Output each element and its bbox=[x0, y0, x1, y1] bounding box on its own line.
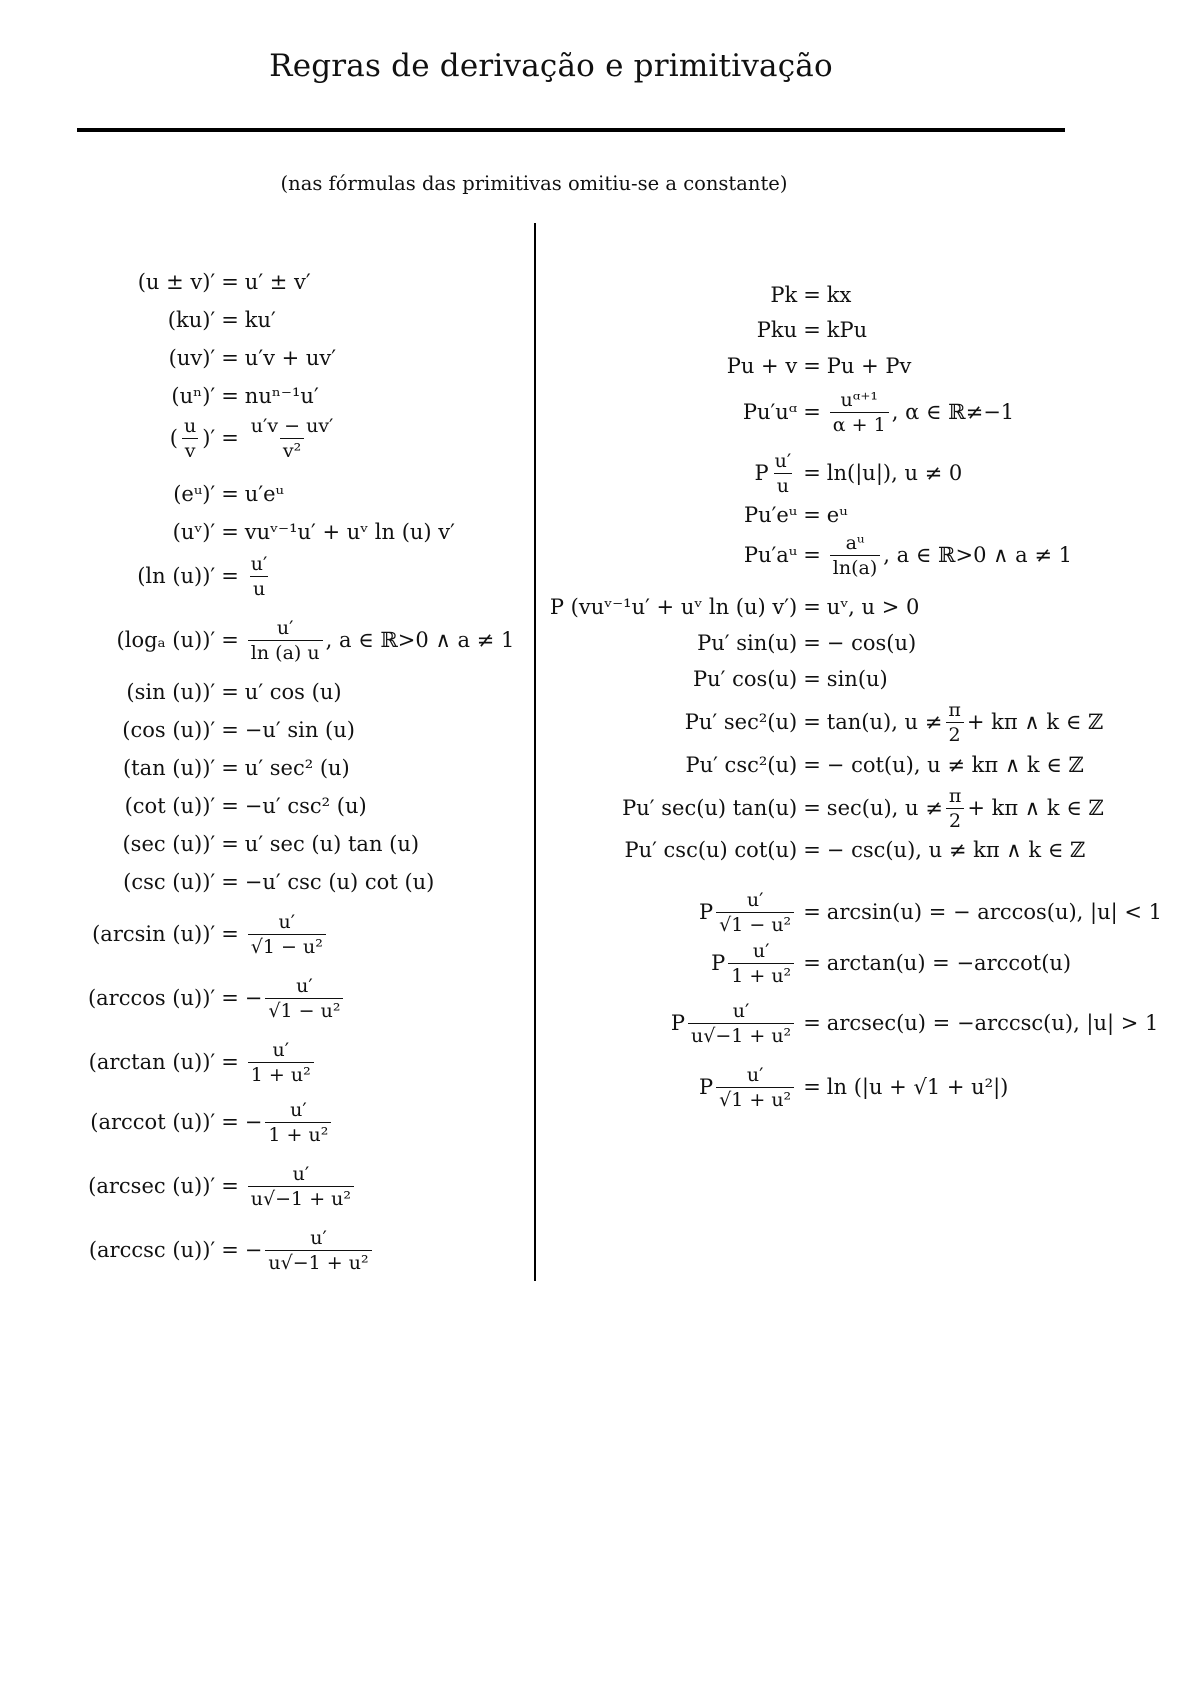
equals-sign: = bbox=[221, 270, 239, 294]
rhs-text: eᵘ bbox=[826, 503, 848, 527]
fraction-denominator: u bbox=[250, 576, 268, 600]
rhs-text: Pu + Pv bbox=[826, 354, 912, 378]
rhs-text: ln (|u + √1 + u²|) bbox=[826, 1075, 1009, 1099]
rhs-side bbox=[827, 753, 1084, 777]
rhs-side bbox=[245, 617, 515, 664]
equals-sign: = bbox=[803, 503, 821, 527]
rhs-text: kx bbox=[826, 283, 852, 307]
equals-sign: = bbox=[803, 318, 821, 342]
rhs-side bbox=[827, 354, 912, 378]
equals-sign: = bbox=[221, 482, 239, 506]
rhs-side bbox=[827, 838, 1086, 862]
fraction-denominator: √1 − u² bbox=[265, 998, 343, 1022]
lhs-text: (tan (u))′ bbox=[122, 756, 216, 780]
lhs-prefix: P bbox=[711, 951, 726, 975]
lhs-side bbox=[117, 628, 216, 652]
derivative-formula bbox=[117, 610, 515, 670]
equals-sign: = bbox=[803, 753, 821, 777]
rhs-suffix: , a ∈ ℝ>0 ∧ a ≠ 1 bbox=[325, 628, 515, 652]
rhs-text: u′v + uv′ bbox=[244, 346, 337, 370]
lhs-fraction bbox=[688, 1000, 794, 1047]
fraction-numerator: u′ bbox=[272, 1038, 290, 1061]
equals-sign: = bbox=[803, 838, 821, 862]
equals-sign: = bbox=[221, 1110, 239, 1134]
fraction-denominator: u√−1 + u² bbox=[265, 1250, 371, 1274]
rhs-side bbox=[245, 1039, 317, 1086]
lhs-text: (ku)′ bbox=[167, 308, 216, 332]
equals-sign: = bbox=[803, 461, 821, 485]
equals-sign: = bbox=[803, 631, 821, 655]
lhs-side bbox=[699, 889, 797, 936]
lhs-text: (cos (u))′ bbox=[122, 718, 216, 742]
lhs-side bbox=[624, 838, 797, 862]
rhs-text: −u′ sin (u) bbox=[244, 718, 355, 742]
lhs-side bbox=[685, 753, 797, 777]
equals-sign: = bbox=[221, 718, 239, 742]
lhs-side bbox=[685, 710, 797, 734]
rhs-text: u′eᵘ bbox=[244, 482, 284, 506]
equals-sign: = bbox=[221, 794, 239, 818]
rhs-suffix: , a ∈ ℝ>0 ∧ a ≠ 1 bbox=[883, 543, 1072, 567]
rhs-fraction bbox=[830, 389, 889, 436]
lhs-fraction bbox=[716, 1064, 794, 1111]
lhs-text: (cot (u))′ bbox=[124, 794, 216, 818]
lhs-text: (uᵛ)′ bbox=[172, 520, 216, 544]
rhs-fraction bbox=[248, 553, 271, 600]
rhs-side bbox=[827, 532, 1072, 579]
equals-sign: = bbox=[221, 870, 239, 894]
rhs-prefix: − bbox=[244, 986, 263, 1010]
equals-sign: = bbox=[803, 796, 821, 820]
fraction-denominator: 1 + u² bbox=[265, 1122, 331, 1146]
fraction-denominator: u bbox=[774, 473, 792, 497]
rhs-text: vuᵛ⁻¹u′ + uᵛ ln (u) v′ bbox=[244, 520, 455, 544]
lhs-text: P (vuᵛ⁻¹u′ + uᵛ ln (u) v′) bbox=[549, 595, 798, 619]
rhs-text: arcsin(u) = − arccos(u), |u| < 1 bbox=[826, 900, 1163, 924]
equals-sign: = bbox=[221, 564, 239, 588]
fraction-numerator: u′ bbox=[250, 552, 268, 575]
lhs-text: Pu′eᵘ bbox=[743, 503, 798, 527]
lhs-text: (arctan (u))′ bbox=[88, 1050, 216, 1074]
lhs-prefix: P bbox=[698, 900, 714, 924]
lhs-side bbox=[89, 1050, 216, 1074]
equals-sign: = bbox=[803, 667, 821, 691]
rhs-text: uᵛ, u > 0 bbox=[826, 595, 920, 619]
fraction-numerator: u′ bbox=[290, 1098, 307, 1121]
rhs-side bbox=[245, 415, 340, 462]
fraction-numerator: u′v − uv′ bbox=[250, 414, 334, 437]
lhs-side bbox=[170, 415, 215, 462]
rhs-side bbox=[827, 900, 1162, 924]
fraction-numerator: u′ bbox=[746, 888, 764, 911]
lhs-text: (arccos (u))′ bbox=[87, 986, 216, 1010]
rhs-side bbox=[827, 951, 1071, 975]
equals-sign: = bbox=[221, 680, 239, 704]
lhs-text: (ln (u))′ bbox=[137, 564, 216, 588]
fraction-denominator: ln (a) u bbox=[248, 640, 323, 664]
rhs-suffix: , α ∈ ℝ≠−1 bbox=[891, 400, 1015, 424]
rhs-prefix: sec(u), u ≠ bbox=[826, 796, 943, 820]
rhs-fraction bbox=[265, 1227, 371, 1274]
lhs-fraction bbox=[728, 940, 794, 987]
lhs-text: (uⁿ)′ bbox=[171, 384, 216, 408]
rhs-side bbox=[245, 1163, 357, 1210]
fraction-denominator: √1 − u² bbox=[716, 912, 794, 936]
rhs-side bbox=[245, 1227, 375, 1274]
fraction-numerator: u bbox=[183, 414, 197, 437]
equals-sign: = bbox=[221, 520, 239, 544]
rhs-side bbox=[245, 553, 274, 600]
column-divider bbox=[534, 223, 536, 1281]
primitive-formula bbox=[743, 382, 1014, 442]
fraction-numerator: u′ bbox=[276, 616, 294, 639]
fraction-denominator: 1 + u² bbox=[728, 963, 794, 987]
equals-sign: = bbox=[221, 384, 239, 408]
equals-sign: = bbox=[803, 283, 821, 307]
equals-sign: = bbox=[221, 628, 239, 652]
rhs-suffix: + kπ ∧ k ∈ ℤ bbox=[967, 796, 1104, 820]
fraction-denominator: 1 + u² bbox=[248, 1062, 314, 1086]
fraction-numerator: u′ bbox=[752, 939, 770, 962]
derivative-formula bbox=[90, 1092, 334, 1152]
lhs-text: Pu′uᵅ bbox=[742, 400, 798, 424]
equals-sign: = bbox=[803, 1011, 821, 1035]
lhs-side bbox=[727, 354, 797, 378]
lhs-text: Pu′ csc(u) cot(u) bbox=[624, 838, 798, 862]
lhs-side bbox=[137, 564, 215, 588]
derivative-formula bbox=[170, 408, 340, 468]
primitive-formula bbox=[711, 933, 1071, 993]
lhs-text: Pu + v bbox=[726, 354, 798, 378]
derivative-formula bbox=[88, 968, 347, 1028]
primitive-formula bbox=[744, 525, 1072, 585]
rhs-text: u′ cos (u) bbox=[244, 680, 342, 704]
rhs-side bbox=[827, 1075, 1009, 1099]
lhs-side bbox=[123, 870, 215, 894]
lhs-side bbox=[90, 1110, 215, 1134]
lhs-text: (sec (u))′ bbox=[122, 832, 216, 856]
fraction-numerator: u′ bbox=[296, 974, 313, 997]
fraction-numerator: π bbox=[948, 698, 961, 721]
rhs-fraction bbox=[248, 617, 323, 664]
lhs-prefix: P bbox=[670, 1011, 685, 1035]
fraction-denominator: v bbox=[182, 438, 199, 462]
equals-sign: = bbox=[221, 1238, 239, 1262]
fraction-numerator: u′ bbox=[746, 1063, 764, 1086]
lhs-side bbox=[92, 922, 215, 946]
rhs-suffix: + kπ ∧ k ∈ ℤ bbox=[966, 710, 1104, 734]
equals-sign: = bbox=[803, 400, 821, 424]
equals-sign: = bbox=[221, 986, 239, 1010]
equals-sign: = bbox=[803, 951, 821, 975]
lhs-side bbox=[622, 796, 797, 820]
fraction-numerator: u′ bbox=[310, 1226, 327, 1249]
derivative-formula bbox=[89, 1032, 317, 1092]
primitive-formula bbox=[624, 820, 1085, 880]
rhs-text: arctan(u) = −arccot(u) bbox=[826, 951, 1072, 975]
lhs-side bbox=[744, 503, 797, 527]
lhs-text: (eᵘ)′ bbox=[173, 482, 216, 506]
primitive-formula bbox=[699, 1057, 1008, 1117]
rhs-side bbox=[245, 870, 435, 894]
lhs-text: (arcsin (u))′ bbox=[92, 922, 216, 946]
rhs-side bbox=[245, 1099, 335, 1146]
rhs-prefix: − bbox=[244, 1238, 263, 1262]
fraction-denominator: α + 1 bbox=[830, 412, 889, 436]
rhs-fraction bbox=[265, 1099, 331, 1146]
fraction-numerator: uᵅ⁺¹ bbox=[840, 388, 878, 411]
lhs-text: Pu′ cos(u) bbox=[692, 667, 798, 691]
lhs-text: Pu′ sec(u) tan(u) bbox=[622, 796, 798, 820]
equals-sign: = bbox=[803, 543, 821, 567]
page-subtitle: (nas fórmulas das primitivas omitiu-se a constante) bbox=[280, 172, 788, 195]
fraction-denominator: v² bbox=[280, 438, 304, 462]
rhs-side bbox=[245, 520, 455, 544]
equals-sign: = bbox=[803, 710, 821, 734]
equals-sign: = bbox=[803, 595, 821, 619]
equals-sign: = bbox=[221, 1050, 239, 1074]
equals-sign: = bbox=[221, 1174, 239, 1198]
rhs-side bbox=[245, 384, 319, 408]
rhs-side bbox=[827, 667, 888, 691]
rhs-side bbox=[245, 911, 329, 958]
lhs-side bbox=[88, 1174, 215, 1198]
rhs-text: −u′ csc (u) cot (u) bbox=[244, 870, 435, 894]
rhs-text: u′ sec (u) tan (u) bbox=[244, 832, 420, 856]
equals-sign: = bbox=[221, 832, 239, 856]
equals-sign: = bbox=[221, 756, 239, 780]
rhs-text: u′ ± v′ bbox=[244, 270, 311, 294]
rhs-prefix: tan(u), u ≠ bbox=[826, 710, 943, 734]
equals-sign: = bbox=[221, 426, 239, 450]
lhs-text: (arccsc (u))′ bbox=[88, 1238, 216, 1262]
lhs-side bbox=[699, 1064, 797, 1111]
derivative-formula bbox=[89, 1220, 375, 1280]
equals-sign: = bbox=[803, 900, 821, 924]
equals-sign: = bbox=[221, 308, 239, 332]
rhs-text: − cos(u) bbox=[826, 631, 917, 655]
derivative-formula bbox=[123, 852, 434, 912]
rhs-fraction bbox=[265, 975, 343, 1022]
fraction-denominator: u√−1 + u² bbox=[248, 1186, 354, 1210]
lhs-side bbox=[693, 667, 797, 691]
lhs-side bbox=[743, 400, 797, 424]
rhs-text: arcsec(u) = −arccsc(u), |u| > 1 bbox=[826, 1011, 1159, 1035]
lhs-side bbox=[171, 384, 215, 408]
rhs-fraction bbox=[830, 532, 880, 579]
fraction-numerator: u′ bbox=[774, 449, 792, 472]
fraction-numerator: u′ bbox=[278, 910, 296, 933]
fraction-numerator: aᵘ bbox=[845, 531, 865, 554]
rhs-fraction bbox=[248, 1039, 314, 1086]
lhs-text: Pu′ sec²(u) bbox=[684, 710, 798, 734]
lhs-text: (sin (u))′ bbox=[126, 680, 216, 704]
lhs-side bbox=[671, 1000, 797, 1047]
lhs-text: Pku bbox=[756, 318, 798, 342]
rhs-side bbox=[827, 389, 1014, 436]
lhs-text: Pu′ csc²(u) bbox=[685, 753, 798, 777]
derivative-formula bbox=[92, 904, 329, 964]
fraction-denominator: ln(a) bbox=[830, 555, 880, 579]
rhs-side bbox=[827, 1011, 1159, 1035]
rhs-text: − cot(u), u ≠ kπ ∧ k ∈ ℤ bbox=[826, 753, 1084, 777]
page-title: Regras de derivação e primitivação bbox=[269, 48, 833, 84]
equals-sign: = bbox=[221, 346, 239, 370]
lhs-side bbox=[744, 543, 797, 567]
fraction-denominator: √1 + u² bbox=[716, 1087, 794, 1111]
fraction-denominator: 2 bbox=[946, 722, 964, 746]
title-rule bbox=[77, 128, 1065, 132]
lhs-prefix: P bbox=[754, 461, 769, 485]
rhs-side bbox=[245, 975, 347, 1022]
lhs-text: (csc (u))′ bbox=[123, 870, 216, 894]
lhs-suffix: )′ bbox=[202, 426, 216, 450]
lhs-text: Pk bbox=[770, 283, 798, 307]
rhs-text: −u′ csc² (u) bbox=[244, 794, 367, 818]
rhs-fraction bbox=[248, 911, 326, 958]
lhs-prefix: P bbox=[698, 1075, 714, 1099]
rhs-fraction bbox=[248, 1163, 354, 1210]
equals-sign: = bbox=[803, 354, 821, 378]
fraction-denominator: √1 − u² bbox=[248, 934, 326, 958]
rhs-text: sin(u) bbox=[826, 667, 888, 691]
lhs-text: Pu′ sin(u) bbox=[697, 631, 798, 655]
lhs-side bbox=[711, 940, 797, 987]
equals-sign: = bbox=[221, 922, 239, 946]
rhs-text: ku′ bbox=[244, 308, 276, 332]
rhs-fraction bbox=[248, 415, 337, 462]
fraction-denominator: u√−1 + u² bbox=[688, 1023, 794, 1047]
lhs-text: (logₐ (u))′ bbox=[116, 628, 216, 652]
fraction-denominator: 2 bbox=[946, 808, 964, 832]
lhs-fraction bbox=[181, 415, 199, 462]
rhs-side bbox=[827, 461, 963, 485]
lhs-text: (arccot (u))′ bbox=[90, 1110, 216, 1134]
lhs-text: (u ± v)′ bbox=[137, 270, 216, 294]
rhs-text: − csc(u), u ≠ kπ ∧ k ∈ ℤ bbox=[826, 838, 1086, 862]
lhs-fraction bbox=[716, 889, 794, 936]
rhs-text: u′ sec² (u) bbox=[244, 756, 350, 780]
lhs-side bbox=[173, 520, 216, 544]
rhs-text: nuⁿ⁻¹u′ bbox=[244, 384, 319, 408]
equals-sign: = bbox=[803, 1075, 821, 1099]
fraction-numerator: u′ bbox=[732, 999, 750, 1022]
rhs-text: ln(|u|), u ≠ 0 bbox=[826, 461, 963, 485]
fraction-numerator: u′ bbox=[292, 1162, 310, 1185]
fraction-numerator: π bbox=[948, 784, 962, 807]
primitive-formula bbox=[671, 993, 1159, 1053]
lhs-side bbox=[88, 986, 215, 1010]
lhs-text: (arcsec (u))′ bbox=[88, 1174, 216, 1198]
rhs-side bbox=[827, 503, 848, 527]
lhs-side bbox=[89, 1238, 215, 1262]
derivative-formula bbox=[88, 1156, 357, 1216]
derivative-formula bbox=[137, 546, 273, 606]
lhs-prefix: ( bbox=[169, 426, 178, 450]
lhs-text: Pu′aᵘ bbox=[743, 543, 798, 567]
lhs-text: (uv)′ bbox=[168, 346, 216, 370]
rhs-prefix: − bbox=[244, 1110, 263, 1134]
rhs-text: kPu bbox=[826, 318, 868, 342]
